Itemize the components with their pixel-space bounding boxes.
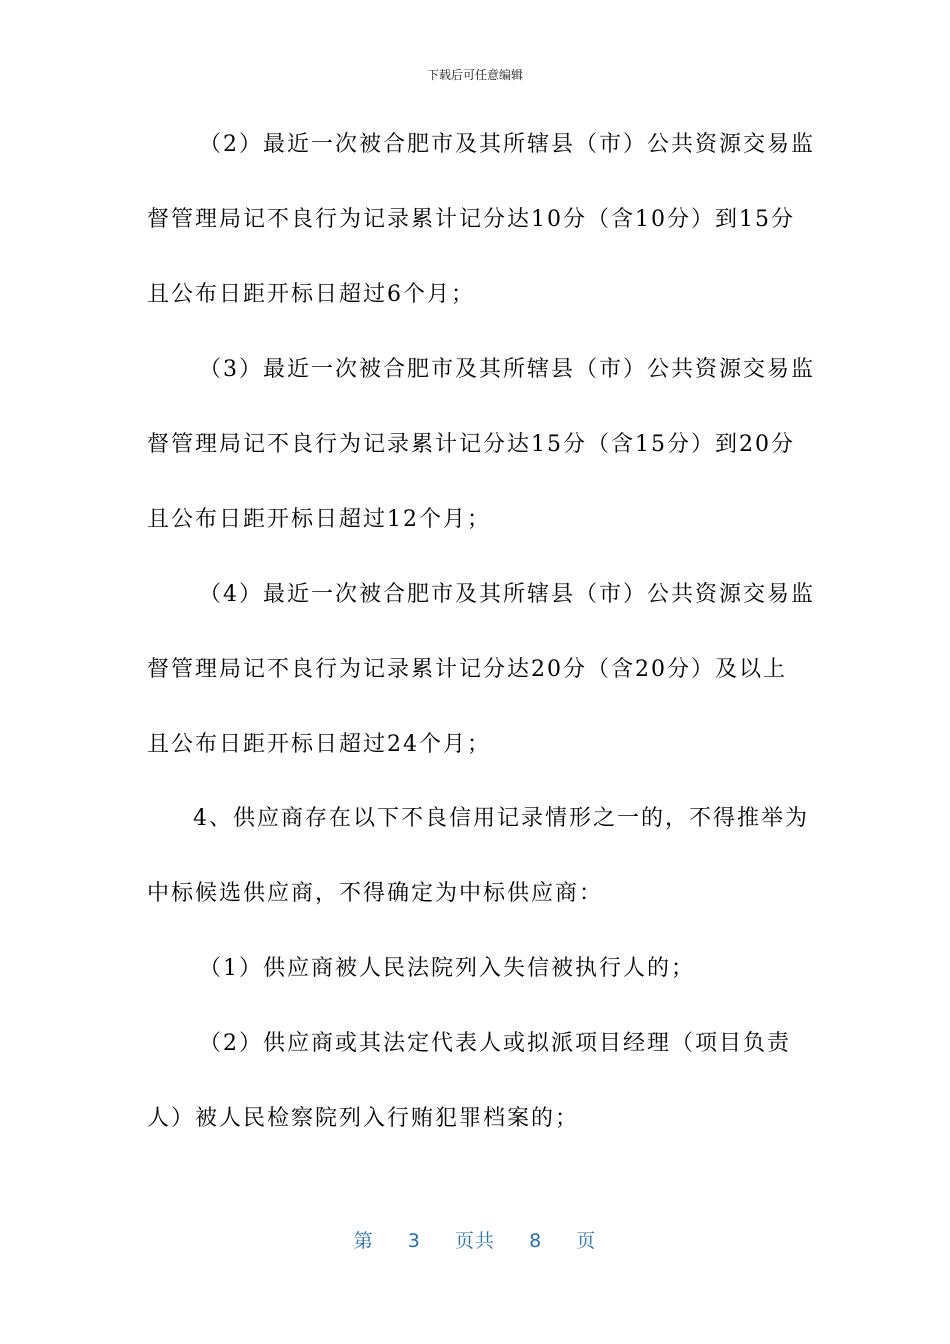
text-line: 督管理局记不良行为记录累计记分达20分（含20分）及以上 [147, 657, 787, 682]
text-line: 督管理局记不良行为记录累计记分达10分（含10分）到15分 [147, 207, 795, 232]
text-line: 中标候选供应商，不得确定为中标供应商： [147, 881, 604, 906]
text-line: 且公布日距开标日超过6个月； [147, 282, 475, 307]
text-line: 且公布日距开标日超过12个月； [147, 507, 491, 532]
text-line: 4、供应商存在以下不良信用记录情形之一的，不得推举为 [193, 806, 809, 831]
text-line: （4）最近一次被合肥市及其所辖县（市）公共资源交易监 [199, 582, 815, 607]
page-header: 下载后可任意编辑 [426, 68, 523, 82]
footer-middle: 页共 [454, 1230, 495, 1252]
text-line: 人）被人民检察院列入行贿犯罪档案的； [147, 1106, 580, 1131]
text-line: （2）最近一次被合肥市及其所辖县（市）公共资源交易监 [199, 132, 815, 157]
page-footer [0, 1226, 950, 1253]
text-line: 督管理局记不良行为记录累计记分达15分（含15分）到20分 [147, 432, 795, 457]
text-line: 且公布日距开标日超过24个月； [147, 732, 491, 757]
current-page-number: 3 [407, 1230, 421, 1252]
total-page-count: 8 [529, 1230, 543, 1252]
footer-suffix: 页 [576, 1230, 597, 1252]
text-line: （1）供应商被人民法院列入失信被执行人的； [199, 956, 695, 981]
text-line: （2）供应商或其法定代表人或拟派项目经理（项目负责 [199, 1031, 791, 1056]
text-line: （3）最近一次被合肥市及其所辖县（市）公共资源交易监 [199, 357, 815, 382]
footer-prefix: 第 [353, 1230, 374, 1252]
